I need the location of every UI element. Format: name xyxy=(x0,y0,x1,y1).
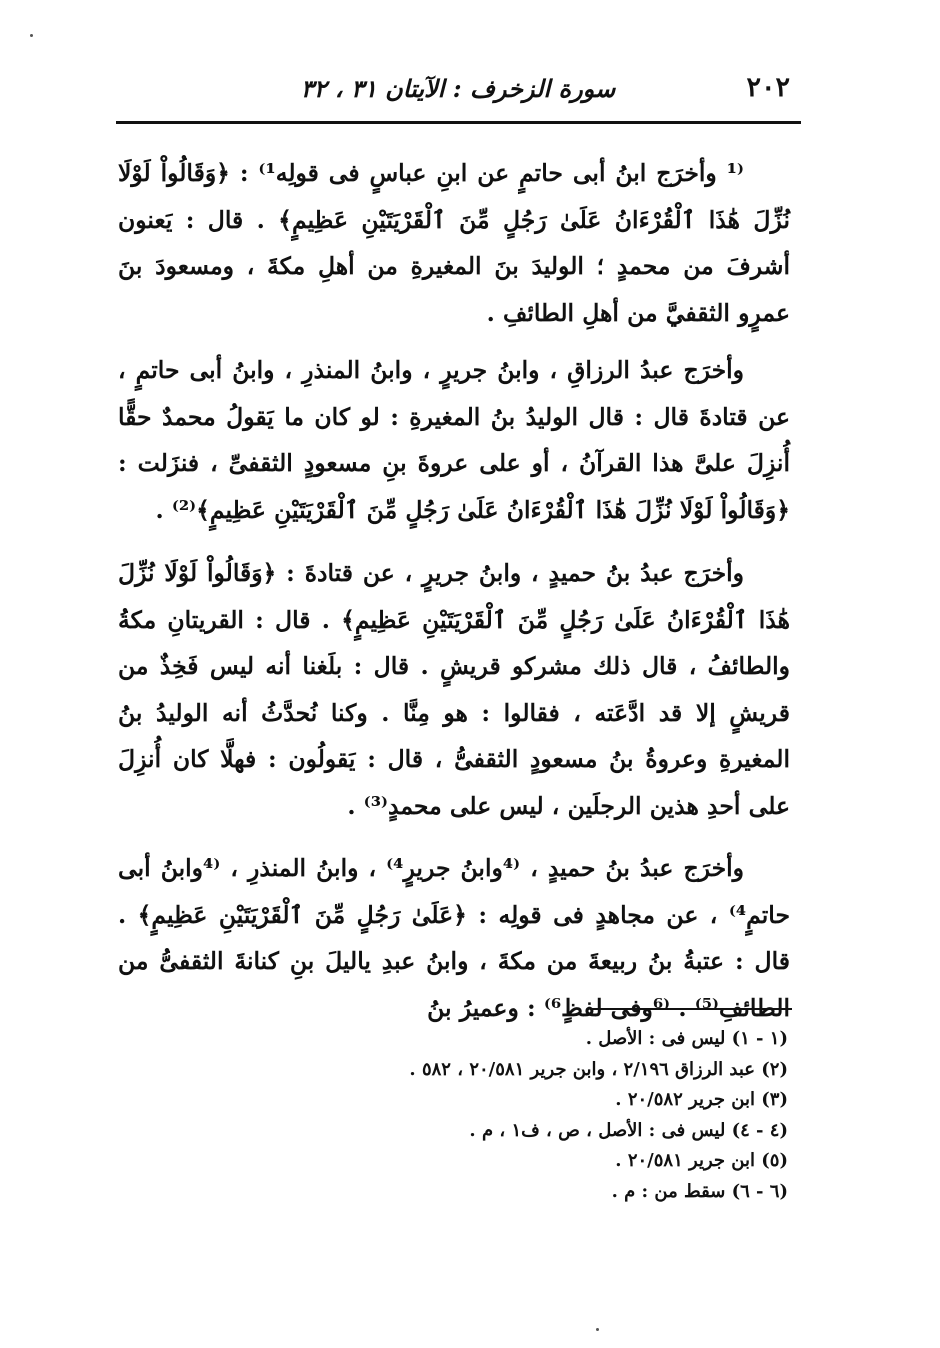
paragraph: وأخرَج عبدُ بنُ حميدٍ ، ⁽⁴وابنُ جريرٍ⁴⁾ ، وابنُ المنذرِ ، ⁽⁴وابنُ أبى حاتمٍ⁴⁾ ، عن مجاهدٍ فى قولِه : ﴿عَلَىٰ رَجُلٍ مِّنَ ٱلْقَرْيَتَيْنِ عَظِيمٍ﴾ . قال : عتبةُ بنُ ربيعةَ من مكةَ ، وابنُ عبدِ ياليلَ بنِ كنانةَ الثقفىُّ من الطائفِ⁽⁵⁾ . ⁽⁶وفى لفظٍ⁶⁾ : وعميرُ بنُ xyxy=(118,854,790,1022)
scan-speck xyxy=(30,34,33,37)
page-number: ٢٠٢ xyxy=(746,72,790,103)
footnote-rule xyxy=(590,1008,792,1010)
main-text xyxy=(118,150,790,1042)
footnote: (٤ - ٤) ليس فى : الأصل ، ص ، ف١ ، م . xyxy=(469,1119,788,1141)
paragraph: ⁽¹ وأخرَج ابنُ أبى حاتمٍ عن ابنِ عباسٍ فى قولِه¹⁾ : ﴿وَقَالُواْ لَوْلَا نُزِّلَ هَٰذَا ٱلْقُرْءَانُ عَلَىٰ رَجُلٍ مِّنَ ٱلْقَرْيَتَيْنِ عَظِيمٍ﴾ . قال : يَعنون أشرفَ من محمدٍ ؛ الوليدَ بنَ المغيرةِ من أهلِ مكةَ ، ومسعودَ بنَ عمرٍو الثقفيَّ من أهلِ الطائفِ . xyxy=(118,159,790,327)
footnote: (٦ - ٦) سقط من : م . xyxy=(611,1180,788,1202)
footnote: (٢) عبد الرزاق ٢/١٩٦ ، وابن جرير ٢٠/٥٨١ ، ٥٨٢ . xyxy=(409,1058,788,1080)
page-header xyxy=(118,70,798,114)
scan-speck xyxy=(596,1328,599,1331)
header-rule xyxy=(116,121,801,124)
paragraph: وأخرَج عبدُ بنُ حميدٍ ، وابنُ جريرٍ ، عن قتادةَ : ﴿وَقَالُواْ لَوْلَا نُزِّلَ هَٰذَا ٱلْقُرْءَانُ عَلَىٰ رَجُلٍ مِّنَ ٱلْقَرْيَتَيْنِ عَظِيمٍ﴾ . قال : القريتانِ مكةُ والطائفُ ، قال ذلك مشركو قريشٍ . قال : بلَغنا أنه ليس فَخِذٌ من قريشٍ إلا قد ادَّعَته ، فقالوا : هو مِنَّا . وكنا نُحدَّثُ أنه الوليدُ بنُ المغيرةِ وعروةُ بنُ مسعودٍ الثقفىُّ ، قال : يَقولُون : فهلَّا كان أُنزِلَ على أحدِ هذين الرجلَين ، ليس على محمدٍ⁽³⁾ . xyxy=(118,559,790,820)
footnote: (٥) ابن جرير ٢٠/٥٨١ . xyxy=(615,1150,788,1171)
running-head: سورة الزخرف : الآيتان ٣١ ، ٣٢ xyxy=(300,74,616,103)
footnote: (١ - ١) ليس فى : الأصل . xyxy=(585,1028,788,1049)
footnote: (٣) ابن جرير ٢٠/٥٨٢ . xyxy=(615,1089,788,1110)
footnotes xyxy=(118,1024,788,1207)
paragraph: وأخرَج عبدُ الرزاقِ ، وابنُ جريرٍ ، وابنُ المنذرِ ، وابنُ أبى حاتمٍ ، عن قتادةَ قال : قال الوليدُ بنُ المغيرةِ : لو كان ما يَقولُ محمدٌ حقًّا أُنزِلَ علىَّ هذا القرآنُ ، أو على عروةَ بنِ مسعودٍ الثقفىِّ ، فنزَلت : ﴿وَقَالُواْ لَوْلَا نُزِّلَ هَٰذَا ٱلْقُرْءَانُ عَلَىٰ رَجُلٍ مِّنَ ٱلْقَرْيَتَيْنِ عَظِيمٍ﴾⁽²⁾ . xyxy=(118,356,790,524)
